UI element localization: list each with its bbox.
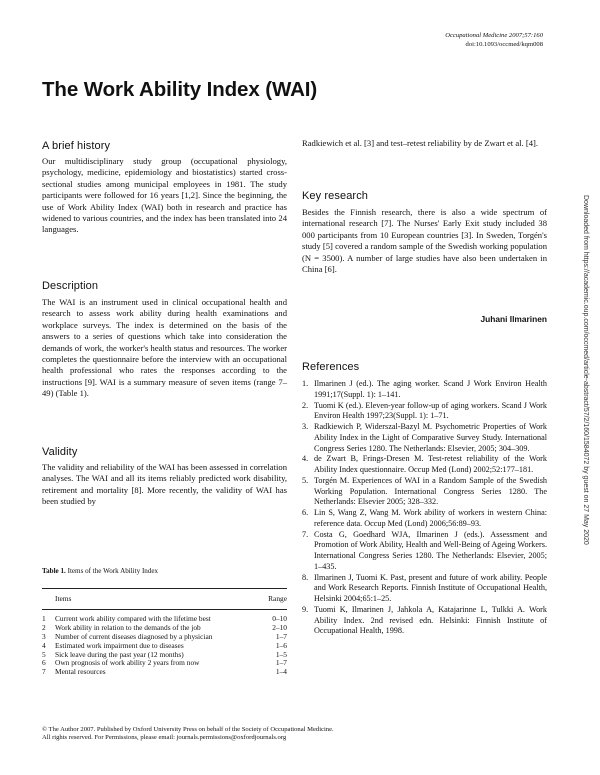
description-body: The WAI is an instrument used in clinical occupational health and research to assess work ability during health examinations and workplace surveys. The index is determined on the basis of the answers to a series of questions which take into consideration the demands of work, the worker's health status and resources. The worker completes the questionnaire before the interview with an occupational health professional who rates the responses according to the instructions [9]. WAI is a summary measure of seven items (range 7–49) (Table 1).	[42, 297, 287, 399]
table-header-row	[42, 589, 287, 609]
doi: doi:10.1093/occmed/kqm008	[465, 40, 543, 48]
reference-item	[302, 508, 547, 530]
reference-item	[302, 476, 547, 508]
validity-heading: Validity	[42, 446, 78, 458]
reference-text: de Zwart B, Frings-Dresen M. Test-retest reliability of the Work Ability Index questionnaire. Occup Med (Lond) 2002;52:177–181.	[314, 454, 547, 474]
copyright-footer	[42, 726, 334, 743]
item-text: Number of current diseases diagnosed by a physician	[55, 631, 213, 641]
permissions-line: All rights reserved. For Permissions, please email: journals.permissions@oxfordjournals.org	[42, 734, 287, 742]
reference-item	[302, 530, 547, 573]
reference-text: Tuomi K, Ilmarinen J, Jahkola A, Katajarinne L, Tulkki A. Work Ability Index. 2nd revised edn. Helsinki: Finnish Institute of Occupational Health, 1998.	[314, 604, 547, 636]
item-number: 1	[42, 613, 46, 623]
history-body: Our multidisciplinary study group (occupational physiology, psychology, medicine, epidemiology and biostatistics) started cross-sectional studies among municipal employees in 1981. The study participants were followed for 16 years [1,2]. Since the beginning, the use of Work Ability Index (WAI) both in research and practice has widened to various countries, and the index has been translated into 24 languages.	[42, 156, 287, 235]
reference-text: Tuomi K (ed.). Eleven-year follow-up of aging workers. Scand J Work Environ Health 1997;23(Suppl. 1): 1–71.	[314, 400, 547, 421]
item-number: 6	[42, 658, 46, 668]
reference-item	[302, 454, 547, 476]
key-research-body: Besides the Finnish research, there is also a wide spectrum of international research [7]. The Nurses' Early Exit study included 38 000 participants from 10 European countries [3]. In Sweden, Torgén's study [5] covered a random sample of the Swedish working population (N = 3500). A number of large studies have also been undertaken in China [6].	[302, 207, 547, 275]
reference-list	[302, 379, 547, 637]
item-range: 1–5	[275, 649, 287, 659]
item-text: Work ability in relation to the demands of the job	[55, 622, 201, 632]
download-note	[577, 195, 591, 645]
description-heading: Description	[42, 280, 99, 292]
references-heading: References	[302, 361, 360, 373]
reference-text: Ilmarinen J, Tuomi K. Past, present and future of work ability. People and Work Research Reports. Finnish Institute of Occupational Health, Helsinki 2004;65:1–25.	[314, 572, 547, 603]
table-row	[42, 668, 287, 677]
reference-item	[302, 605, 547, 637]
item-range: 2–10	[272, 622, 287, 632]
reference-number: 2.	[302, 400, 309, 410]
key-research-heading: Key research	[302, 190, 369, 202]
reference-number: 5.	[302, 475, 309, 485]
reference-text: Costa G, Goedhard WJA, Ilmarinen J (eds.). Assessment and Promotion of Work Ability, Health and Well-Being of Ageing Workers. International Congress Series 1280. The Netherlands: Elsevier, 2005; 1–435.	[314, 529, 547, 571]
item-text: Estimated work impairment due to diseases	[55, 640, 184, 650]
item-text: Current work ability compared with the lifetime best	[55, 613, 211, 623]
copyright-line: © The Author 2007. Published by Oxford University Press on behalf of the Society of Occupational Medicine.	[42, 726, 334, 733]
reference-item	[302, 573, 547, 605]
article-title: The Work Ability Index (WAI)	[42, 78, 318, 101]
reference-number: 3.	[302, 422, 309, 431]
reference-number: 8.	[302, 572, 309, 582]
item-text: Own prognosis of work ability 2 years from now	[55, 658, 200, 668]
item-range: 1–6	[275, 640, 287, 650]
item-range: 1–7	[275, 658, 287, 668]
reference-text: Torgén M. Experiences of WAI in a Random Sample of the Swedish Working Population. International Congress Series 1280. The Netherlands: Elsevier 2005; 328–332.	[314, 475, 547, 507]
reference-number: 1.	[302, 379, 309, 388]
download-note-text: Downloaded from https://academic.oup.com/occmed/article-abstract/57/2/160/1584072 by guest on 27 May 2020	[582, 195, 589, 545]
item-number: 2	[42, 622, 46, 632]
reference-item	[302, 422, 547, 454]
reference-text: Ilmarinen J (ed.). The aging worker. Scand J Work Environ Health 1991;17(Suppl. 1): 1–141.	[314, 379, 547, 399]
reference-number: 4.	[302, 454, 309, 464]
history-heading: A brief history	[42, 140, 111, 152]
author-signature: Juhani Ilmarinen	[480, 314, 547, 324]
table-caption	[42, 567, 287, 575]
table-header-rule	[42, 609, 287, 610]
item-text: Sick leave during the past year (12 months)	[55, 649, 184, 659]
table-label: Table 1.	[42, 567, 66, 575]
item-range: 1–4	[275, 667, 287, 677]
reference-text: Lin S, Wang Z, Wang M. Work ability of workers in western China: reference data. Occup Med (Lond) 2006;56:89–93.	[314, 508, 547, 528]
item-number: 5	[42, 649, 46, 659]
validity-body: The validity and reliability of the WAI has been assessed in correlation analyses. The WAI and all its items reliably predicted work disability, retirement and mortality [8]. More recently, the validity of WAI has been studied by	[42, 462, 287, 507]
reference-item	[302, 401, 547, 423]
table-body	[42, 615, 287, 677]
reference-item	[302, 379, 547, 401]
item-number: 3	[42, 631, 46, 641]
table-1	[42, 567, 287, 677]
col-items-header: Items	[55, 594, 72, 603]
journal-citation: Occupational Medicine 2007;57:160	[445, 32, 543, 39]
col-range-header: Range	[268, 594, 287, 603]
reference-number: 6.	[302, 508, 309, 517]
item-text: Mental resources	[55, 667, 106, 677]
reference-number: 7.	[302, 529, 309, 539]
item-number: 4	[42, 640, 46, 650]
reference-text: Radkiewich P, Widerszal-Bazyl M. Psychometric Properties of Work Ability Index in the Light of Comparative Survey Study. International Congress Series 1280. The Netherlands: Elsevier, 2005; 304–309.	[314, 422, 547, 453]
reference-number: 9.	[302, 604, 309, 614]
table-caption-text: Items of the Work Ability Index	[67, 567, 159, 575]
validity-continued: Radkiewich et al. [3] and test–retest reliability by de Zwart et al. [4].	[302, 138, 539, 148]
running-header	[343, 32, 543, 49]
item-range: 0–10	[272, 613, 287, 623]
item-range: 1–7	[275, 631, 287, 641]
item-number: 7	[42, 667, 46, 677]
